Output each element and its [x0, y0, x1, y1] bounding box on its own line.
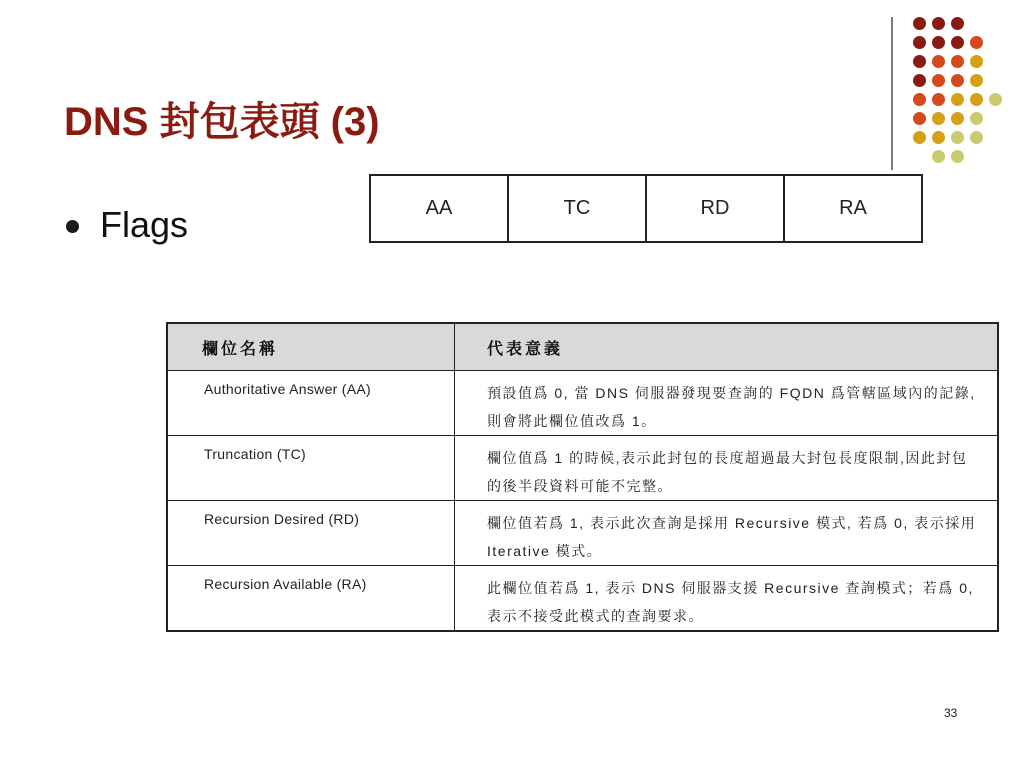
flag-cell-tc: TC — [508, 175, 646, 242]
decorative-dot — [932, 93, 945, 106]
decorative-dot — [913, 131, 926, 144]
flags-table — [369, 174, 923, 243]
decorative-dot — [913, 36, 926, 49]
decorative-dot — [932, 74, 945, 87]
decorative-dot — [932, 55, 945, 68]
decorative-dot — [951, 112, 964, 125]
flag-cell-aa: AA — [370, 175, 508, 242]
decorative-dot — [913, 112, 926, 125]
field-desc: 欄位值若爲 1, 表示此次查詢是採用 Recursive 模式, 若爲 0, 表示採用 Iterative 模式。 — [455, 501, 999, 566]
field-name: Authoritative Answer (AA) — [167, 371, 455, 436]
decorative-dot — [913, 17, 926, 30]
fields-table — [166, 322, 999, 632]
decorative-dot — [932, 112, 945, 125]
decorative-dot — [989, 93, 1002, 106]
decorative-dot — [932, 17, 945, 30]
decorative-dot — [951, 36, 964, 49]
decorative-divider — [891, 17, 893, 170]
decorative-dot — [970, 74, 983, 87]
field-desc: 預設值爲 0, 當 DNS 伺服器發現要查詢的 FQDN 爲管轄區域內的記錄,則會將此欄位值改爲 1。 — [455, 371, 999, 436]
header-meaning: 代表意義 — [455, 323, 999, 371]
field-name: Recursion Desired (RD) — [167, 501, 455, 566]
decorative-dot — [913, 55, 926, 68]
page-number: 33 — [944, 706, 958, 720]
decorative-dot — [951, 131, 964, 144]
decorative-dot — [951, 93, 964, 106]
flag-cell-rd: RD — [646, 175, 784, 242]
field-name: Truncation (TC) — [167, 436, 455, 501]
decorative-dot — [951, 150, 964, 163]
decorative-dot — [951, 74, 964, 87]
field-name: Recursion Available (RA) — [167, 566, 455, 632]
bullet-icon — [66, 220, 79, 233]
decorative-dot — [970, 112, 983, 125]
decorative-dot — [932, 150, 945, 163]
table-row — [167, 436, 998, 501]
slide-title: DNS 封包表頭 (3) — [64, 100, 380, 144]
decorative-dot — [970, 93, 983, 106]
decorative-dot — [970, 36, 983, 49]
table-row — [167, 501, 998, 566]
table-row — [167, 371, 998, 436]
field-desc: 欄位值爲 1 的時候,表示此封包的長度超過最大封包長度限制,因此封包的後半段資料可能不完整。 — [455, 436, 999, 501]
table-header-row — [167, 323, 998, 371]
decorative-dot — [932, 36, 945, 49]
table-row — [167, 566, 998, 632]
header-field-name: 欄位名稱 — [167, 323, 455, 371]
decorative-dot — [913, 74, 926, 87]
decorative-dot — [951, 55, 964, 68]
field-desc: 此欄位值若爲 1, 表示 DNS 伺服器支援 Recursive 查詢模式；若爲 0,表示不接受此模式的查詢要求。 — [455, 566, 999, 632]
decorative-dot — [951, 17, 964, 30]
bullet-flags: Flags — [100, 204, 189, 245]
decorative-dot — [932, 131, 945, 144]
decorative-dot — [970, 55, 983, 68]
flag-cell-ra: RA — [784, 175, 922, 242]
decorative-dot — [913, 93, 926, 106]
decorative-dot — [970, 131, 983, 144]
